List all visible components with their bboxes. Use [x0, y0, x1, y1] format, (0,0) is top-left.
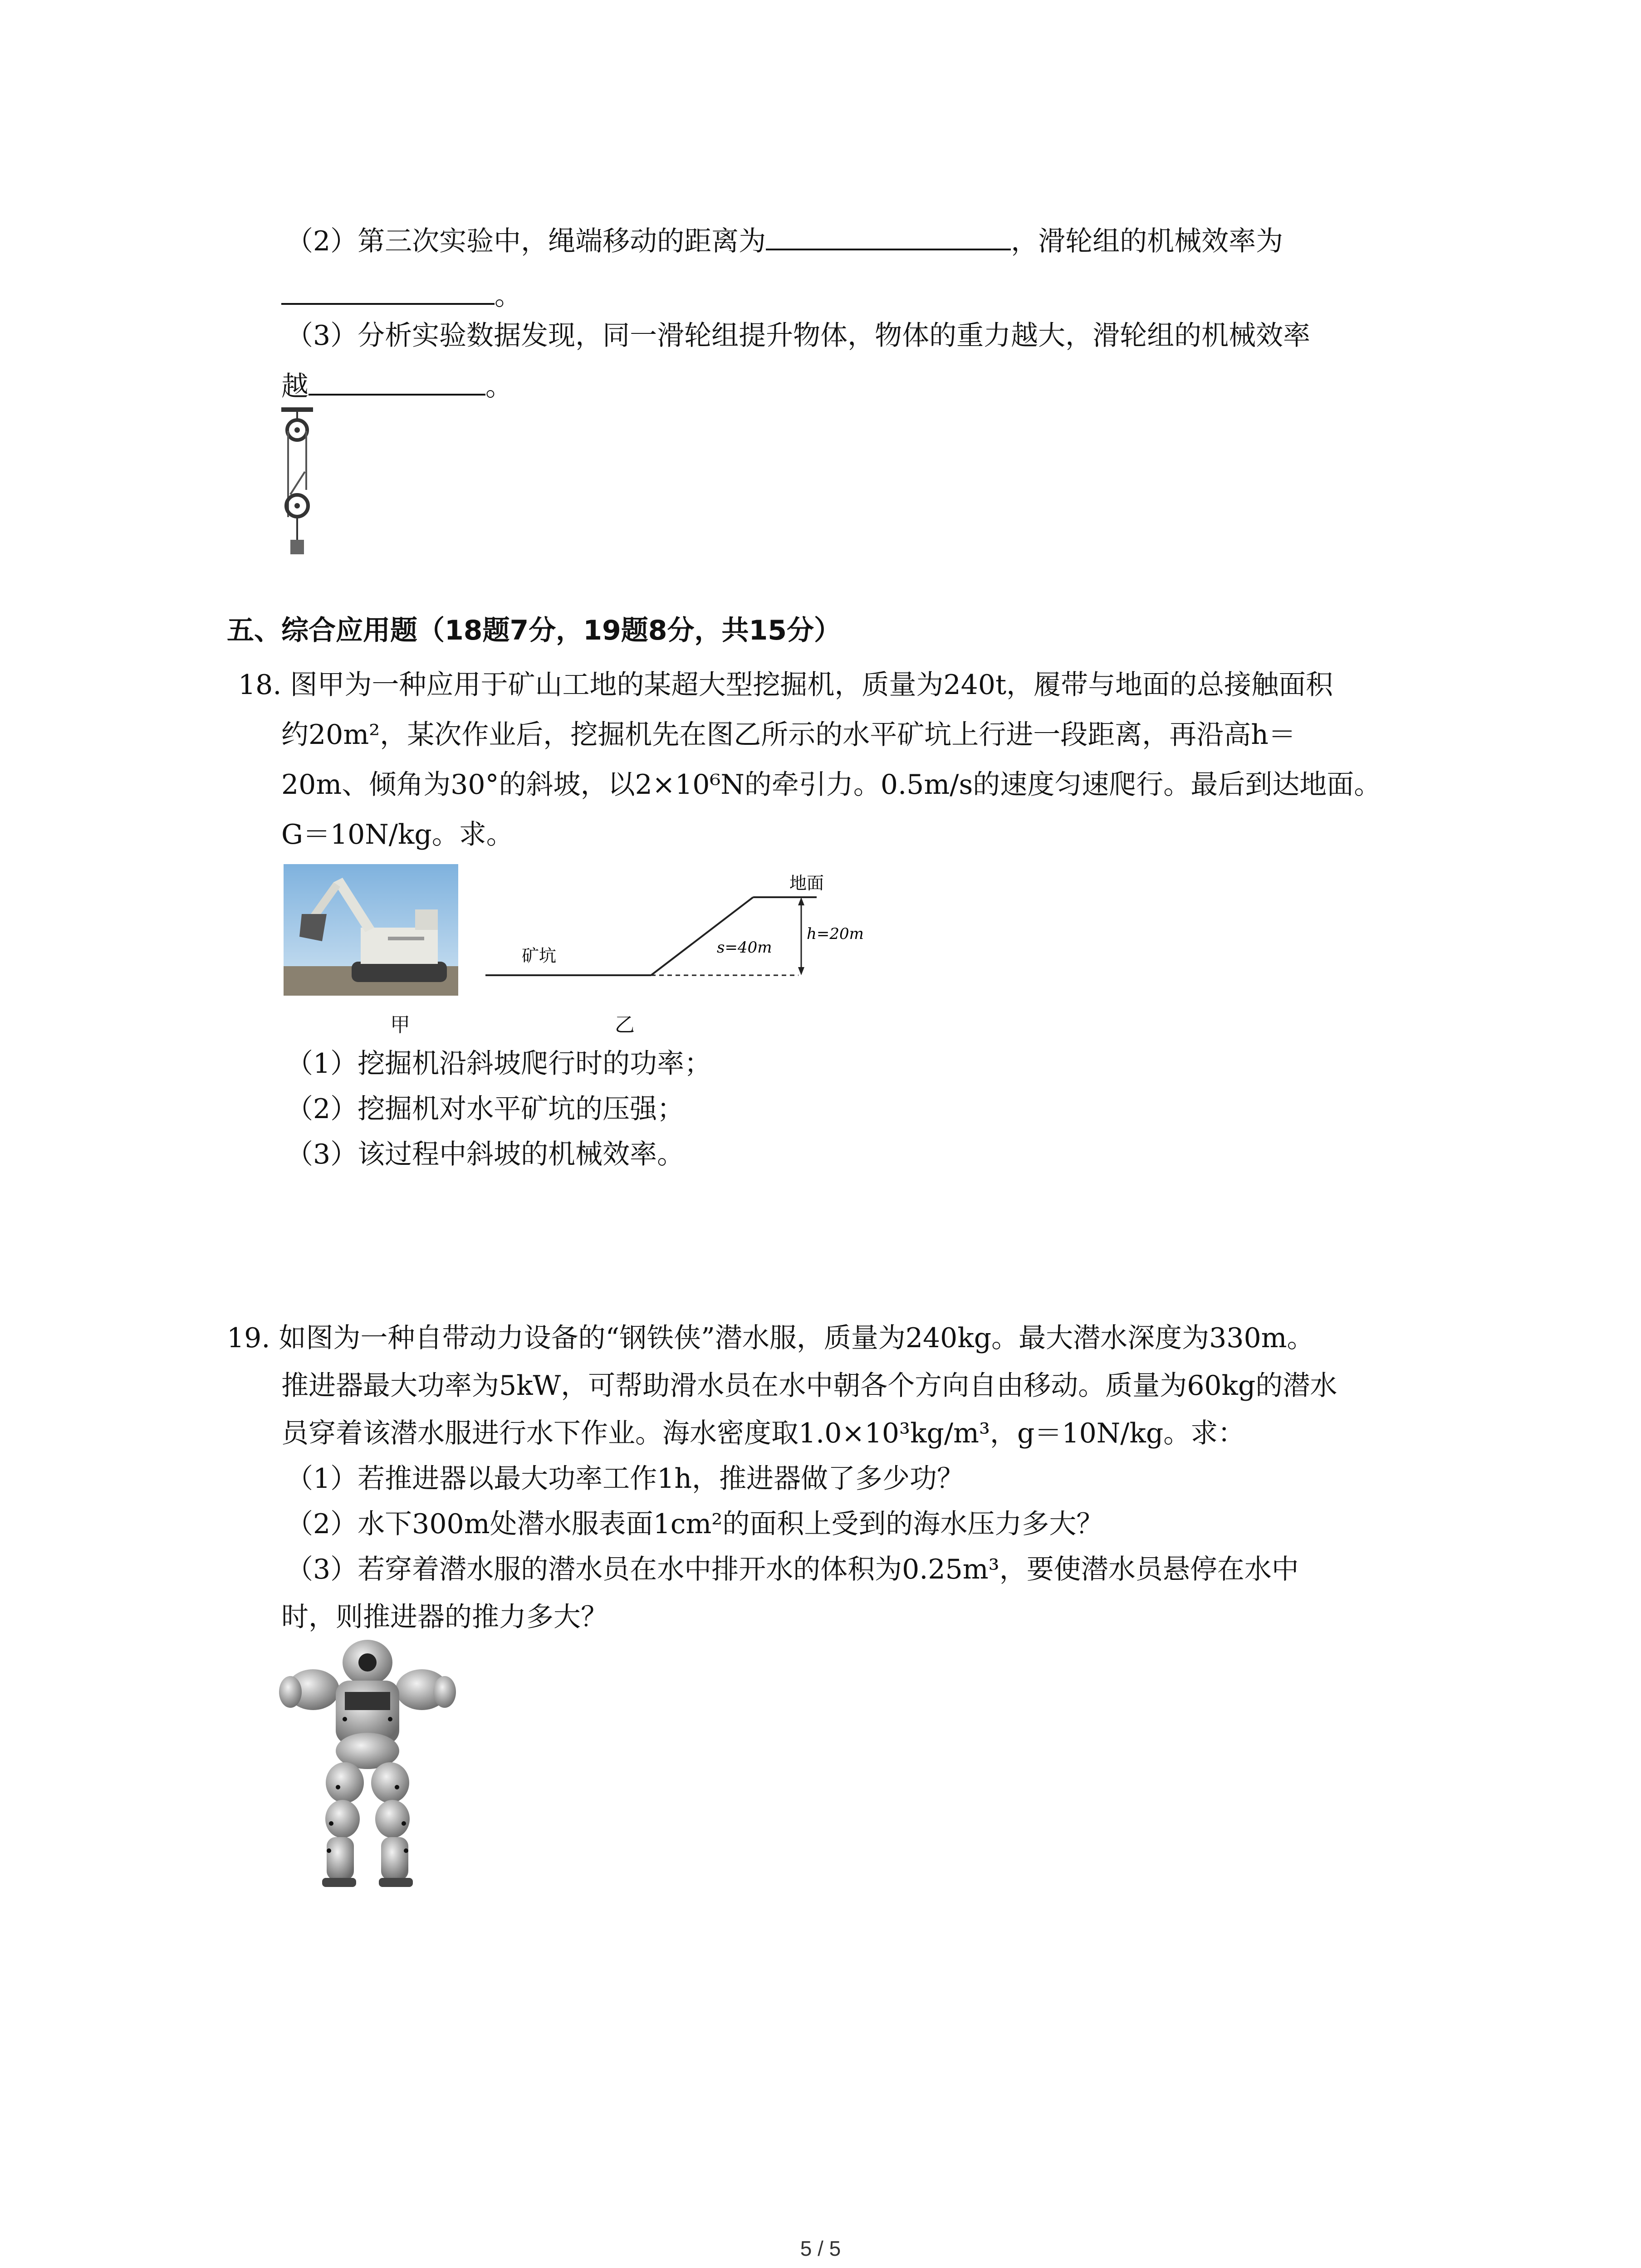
q18-sub2: （2）挖掘机对水平矿坑的压强； — [286, 1093, 685, 1125]
q17-part2-line2 — [281, 277, 522, 314]
slope-length-label: s=40m — [717, 938, 772, 957]
q17-part3-line: （3）分析实验数据发现，同一滑轮组提升物体，物体的重力越大，滑轮组的机械效率 — [286, 320, 1311, 352]
q18-line3: 20m、倾角为30°的斜坡，以2×10⁶N的牵引力。0.5m/s的速度匀速爬行。最后到达地面。 — [281, 769, 1381, 801]
q19-line1: 19. 如图为一种自带动力设备的“钢铁侠”潜水服，质量为240kg。最大潜水深度为330m。 — [227, 1322, 1314, 1354]
q19-line3: 员穿着该潜水服进行水下作业。海水密度取1.0×10³kg/m³，g＝10N/kg。求： — [281, 1418, 1245, 1449]
q17-part3-end: 。 — [485, 371, 513, 402]
q17-part2-line — [286, 222, 1283, 259]
q18-sub3: （3）该过程中斜坡的机械效率。 — [286, 1139, 685, 1170]
q17-part2-text-b: ，滑轮组的机械效率为 — [1011, 225, 1283, 257]
q19-line2: 推进器最大功率为5kW，可帮助滑水员在水中朝各个方向自由移动。质量为60kg的潜水 — [281, 1370, 1337, 1402]
section-title: 五、综合应用题（18题7分，19题8分，共15分） — [227, 615, 841, 646]
q18-line2: 约20m²，某次作业后，挖掘机先在图乙所示的水平矿坑上行进一段距离，再沿高h＝ — [281, 719, 1296, 751]
page-number: 5 / 5 — [800, 2237, 841, 2260]
q17-part2-end: 。 — [495, 280, 522, 312]
q18-line1: 18. 图甲为一种应用于矿山工地的某超大型挖掘机，质量为240t，履带与地面的总接触面积 — [238, 669, 1333, 701]
q18-line4: G＝10N/kg。求。 — [281, 819, 514, 850]
q19-sub3a: （3）若穿着潜水服的潜水员在水中排开水的体积为0.25m³，要使潜水员悬停在水中 — [286, 1554, 1299, 1585]
pit-label: 矿坑 — [522, 946, 557, 966]
pulley-system-figure — [272, 404, 327, 562]
answer-blank[interactable] — [766, 222, 1011, 250]
figure-label-b: 乙 — [615, 1014, 635, 1036]
q18-sub1: （1）挖掘机沿斜坡爬行时的功率； — [286, 1048, 712, 1080]
figure-label-a: 甲 — [390, 1014, 410, 1036]
q19-sub2: （2）水下300m处潜水服表面1cm²的面积上受到的海水压力多大？ — [286, 1508, 1104, 1540]
q17-part2-text-a: （2）第三次实验中，绳端移动的距离为 — [286, 225, 766, 257]
ground-label: 地面 — [789, 873, 824, 893]
q17-part3-line2 — [281, 367, 513, 405]
height-label: h=20m — [807, 925, 864, 943]
q17-part3-text-b: 越 — [281, 371, 309, 402]
answer-blank[interactable] — [309, 367, 485, 396]
answer-blank[interactable] — [281, 277, 495, 305]
q19-sub3b: 时，则推进器的推力多大？ — [281, 1601, 608, 1633]
slope-diagram — [481, 862, 867, 998]
q19-sub1: （1）若推进器以最大功率工作1h，推进器做了多少功？ — [286, 1463, 964, 1495]
diving-suit-figure — [277, 1637, 458, 1892]
excavator-photo — [284, 864, 458, 996]
